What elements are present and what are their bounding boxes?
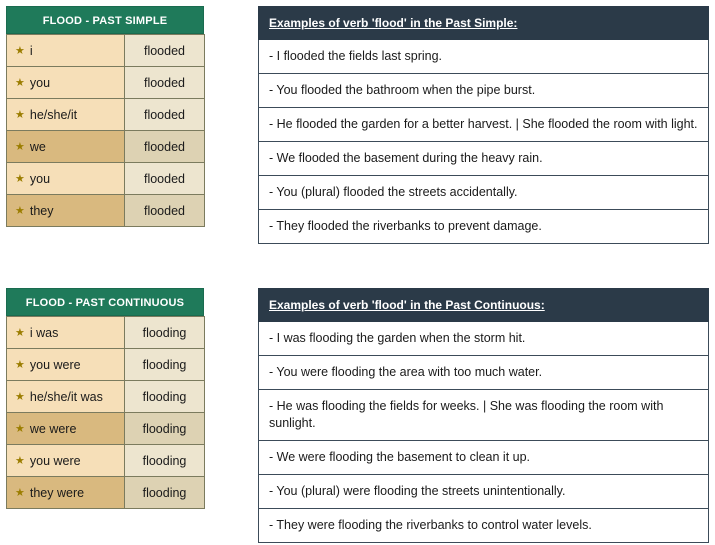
table-row [7, 477, 205, 509]
pronoun-cell [7, 163, 125, 195]
pronoun-label: we were [29, 421, 77, 436]
table-row [7, 381, 205, 413]
pronoun-cell [7, 67, 125, 99]
examples-title-past-continuous [258, 288, 709, 322]
examples-list-past-simple [258, 40, 709, 244]
table-row [7, 445, 205, 477]
pronoun-label: he/she/it was [29, 389, 103, 404]
conjugation-table-past-continuous [6, 288, 204, 509]
verb-cell: flooding [125, 445, 205, 477]
list-item: - You (plural) were flooding the streets unintentionally. [259, 475, 708, 509]
pronoun-cell [7, 381, 125, 413]
verb-cell: flooded [125, 35, 205, 67]
verb-cell: flooding [125, 381, 205, 413]
list-item: - He was flooding the fields for weeks. | She was flooding the room with sunlight. [259, 390, 708, 441]
pronoun-cell [7, 413, 125, 445]
examples-list-past-continuous [258, 322, 709, 543]
table-row [7, 195, 205, 227]
examples-past-continuous [258, 288, 709, 543]
star-icon: ★ [15, 140, 25, 153]
table-row [7, 35, 205, 67]
pronoun-label: they [29, 203, 54, 218]
star-icon: ★ [15, 44, 25, 57]
pronoun-cell [7, 349, 125, 381]
table-row [7, 317, 205, 349]
pronoun-label: you were [29, 453, 81, 468]
pronoun-cell [7, 99, 125, 131]
list-item: - We flooded the basement during the heavy rain. [259, 142, 708, 176]
pronoun-label: you [29, 75, 51, 90]
list-item: - We were flooding the basement to clean it up. [259, 441, 708, 475]
table-row [7, 349, 205, 381]
verb-cell: flooding [125, 317, 205, 349]
star-icon: ★ [15, 76, 25, 89]
star-icon: ★ [15, 326, 25, 339]
table-row [7, 67, 205, 99]
pronoun-label: i [29, 43, 33, 58]
pronoun-label: he/she/it [29, 107, 78, 122]
star-icon: ★ [15, 204, 25, 217]
verb-cell: flooded [125, 195, 205, 227]
table-header-past-continuous: FLOOD - PAST CONTINUOUS [6, 288, 204, 316]
conjugation-rows-past-simple [6, 34, 205, 227]
table-row [7, 99, 205, 131]
table-header-past-simple: FLOOD - PAST SIMPLE [6, 6, 204, 34]
star-icon: ★ [15, 108, 25, 121]
pronoun-label: you [29, 171, 51, 186]
verb-cell: flooded [125, 163, 205, 195]
list-item: - I was flooding the garden when the storm hit. [259, 322, 708, 356]
examples-title-text: Examples of verb 'flood' in the Past Simple: [269, 16, 518, 30]
pronoun-cell [7, 131, 125, 163]
list-item: - You were flooding the area with too much water. [259, 356, 708, 390]
pronoun-label: i was [29, 325, 59, 340]
list-item: - They flooded the riverbanks to prevent damage. [259, 210, 708, 243]
list-item: - He flooded the garden for a better harvest. | She flooded the room with light. [259, 108, 708, 142]
pronoun-label: they were [29, 485, 85, 500]
conjugation-rows-past-continuous [6, 316, 205, 509]
pronoun-cell [7, 35, 125, 67]
list-item: - They were flooding the riverbanks to control water levels. [259, 509, 708, 542]
verb-cell: flooding [125, 349, 205, 381]
list-item: - You (plural) flooded the streets accidentally. [259, 176, 708, 210]
verb-cell: flooded [125, 67, 205, 99]
pronoun-label: you were [29, 357, 81, 372]
examples-title-past-simple [258, 6, 709, 40]
star-icon: ★ [15, 454, 25, 467]
verb-cell: flooded [125, 131, 205, 163]
examples-title-text: Examples of verb 'flood' in the Past Continuous: [269, 298, 545, 312]
star-icon: ★ [15, 358, 25, 371]
table-row [7, 163, 205, 195]
star-icon: ★ [15, 486, 25, 499]
table-row [7, 413, 205, 445]
conjugation-table-past-simple [6, 6, 204, 227]
star-icon: ★ [15, 390, 25, 403]
list-item: - You flooded the bathroom when the pipe burst. [259, 74, 708, 108]
pronoun-cell [7, 477, 125, 509]
pronoun-cell [7, 445, 125, 477]
list-item: - I flooded the fields last spring. [259, 40, 708, 74]
pronoun-cell [7, 195, 125, 227]
examples-past-simple [258, 6, 709, 244]
star-icon: ★ [15, 422, 25, 435]
verb-cell: flooded [125, 99, 205, 131]
verb-cell: flooding [125, 413, 205, 445]
verb-cell: flooding [125, 477, 205, 509]
star-icon: ★ [15, 172, 25, 185]
pronoun-cell [7, 317, 125, 349]
pronoun-label: we [29, 139, 46, 154]
table-row [7, 131, 205, 163]
